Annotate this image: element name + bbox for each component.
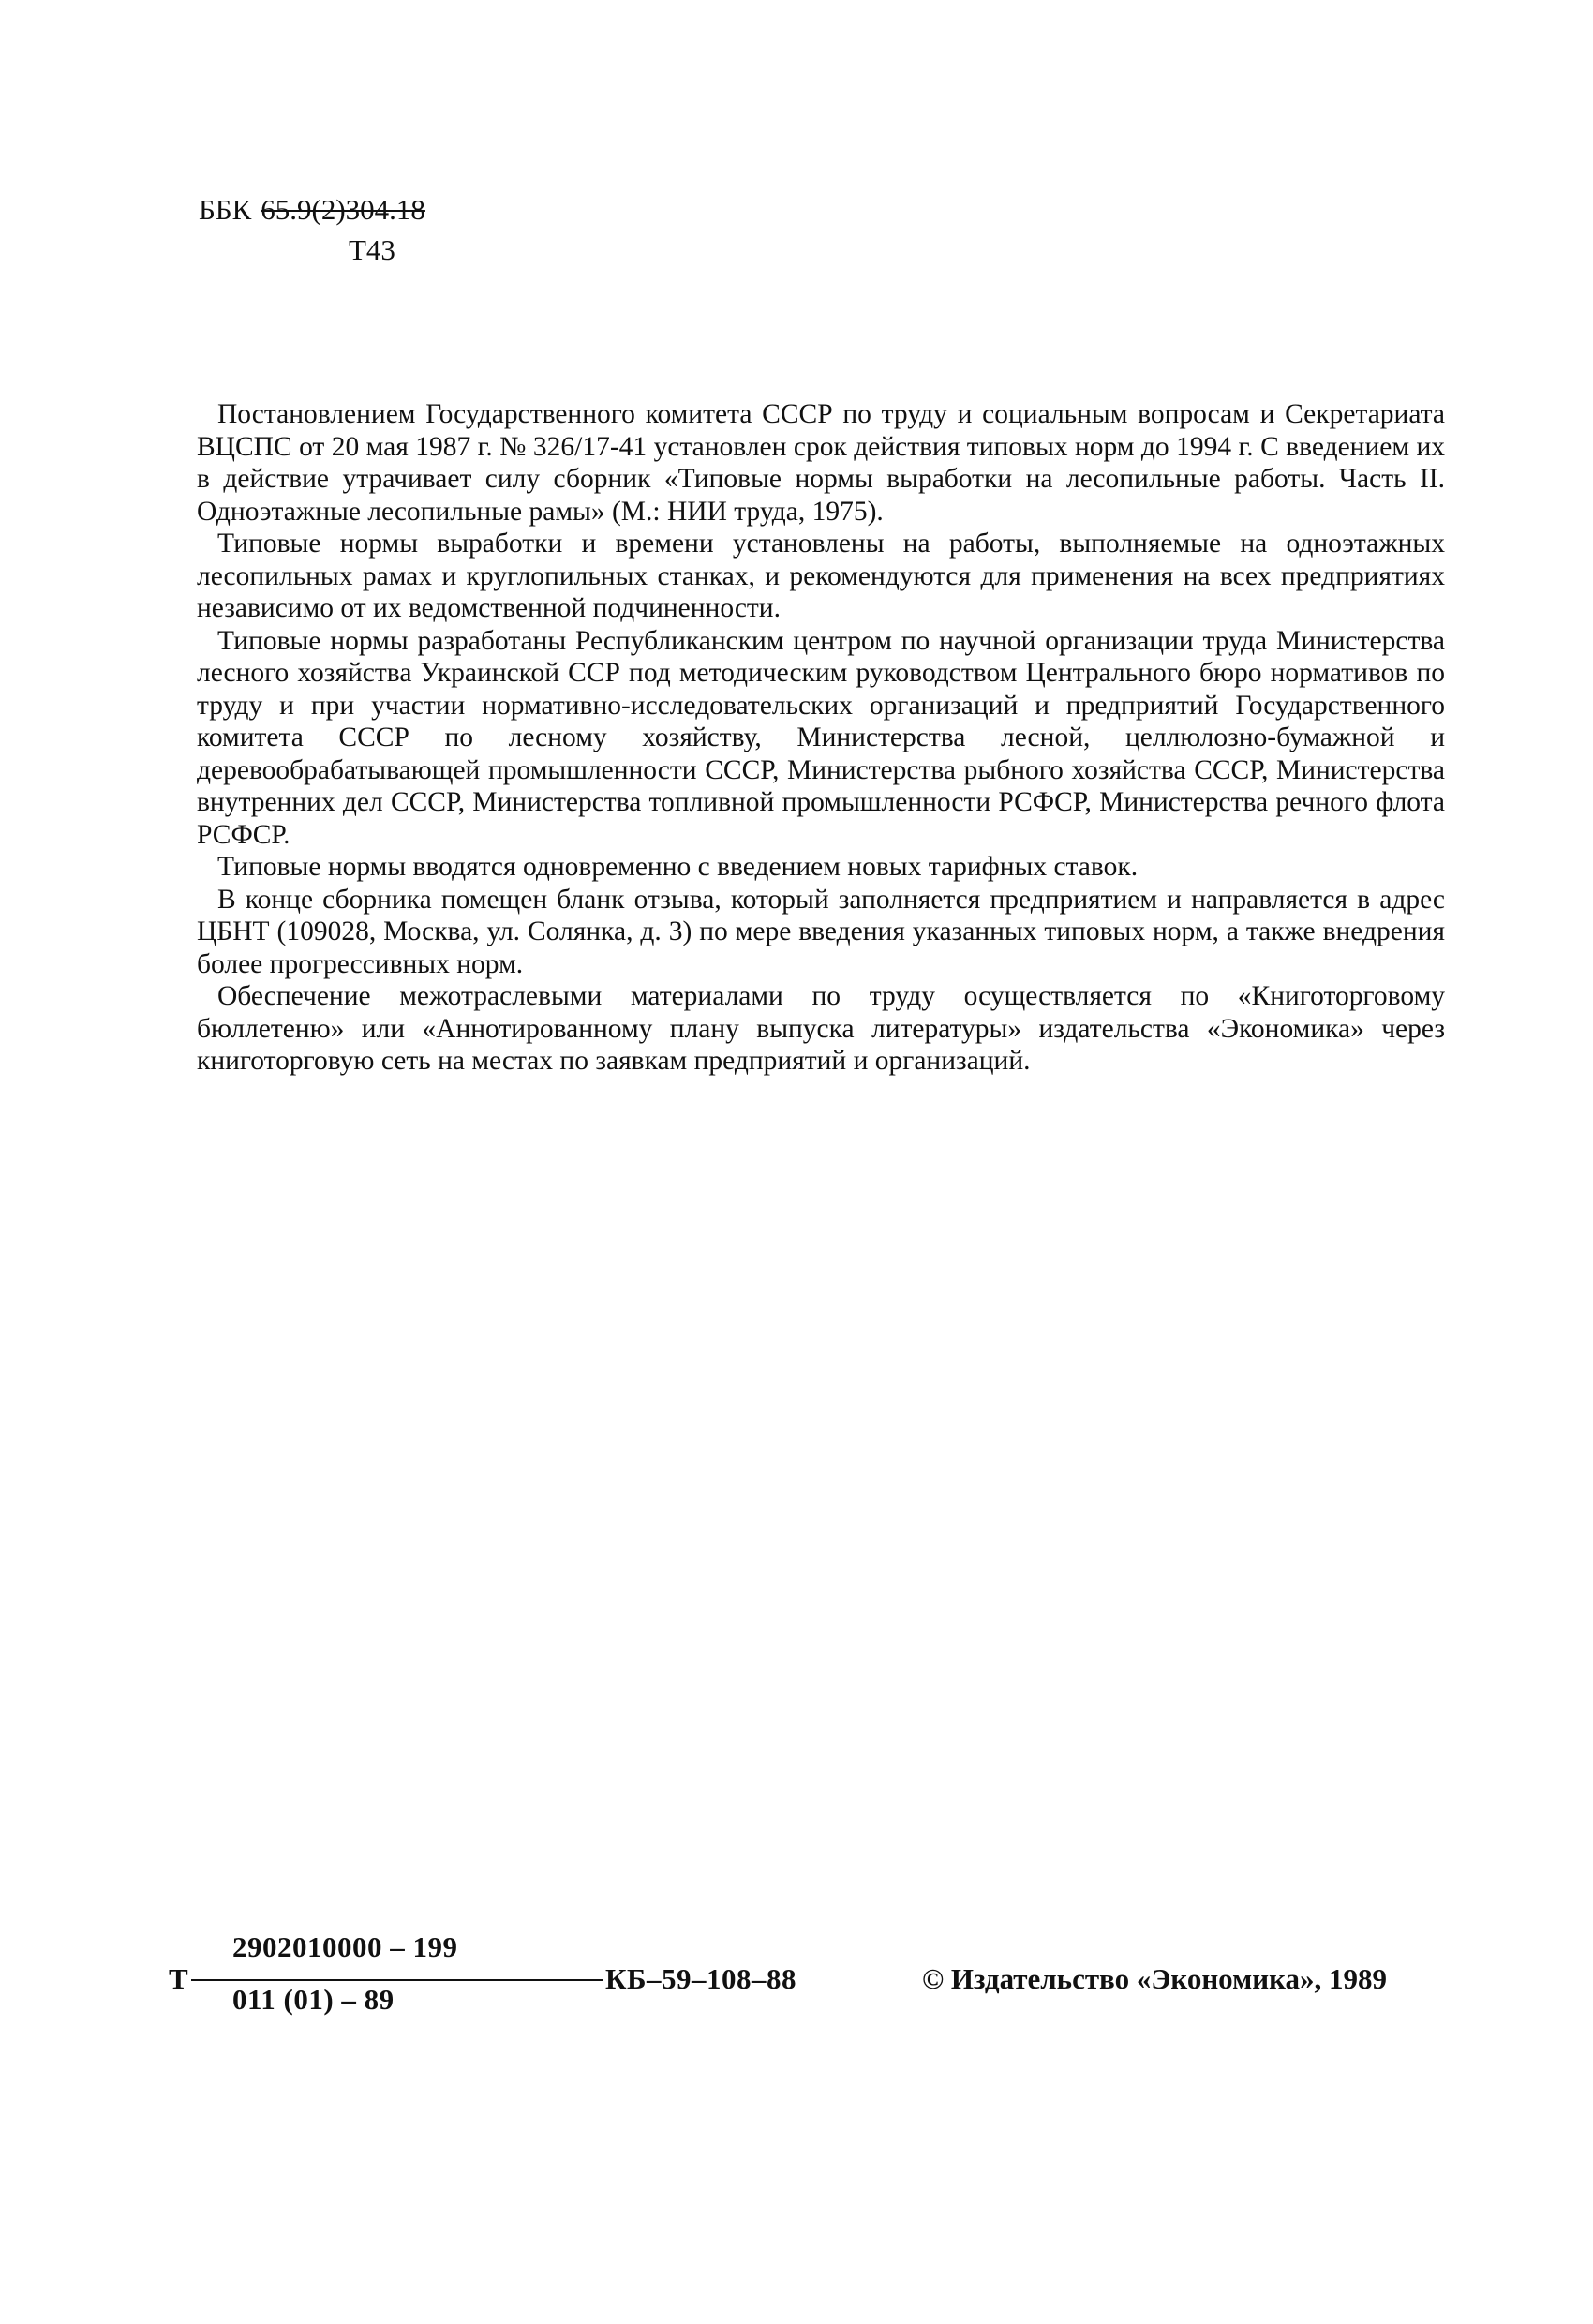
paragraph: Типовые нормы выработки и времени установлены на работы, выполняемые на одноэтажных лесопильных рамах и круглопильных станках, и рекомендуются для применения на всех предприятиях независимо от их ведомственной подчиненности.: [197, 529, 1445, 623]
paragraph: Обеспечение межотраслевыми материалами по труду осуществляется по «Книготорговому бюллетеню» или «Аннотированному плану выпуска литературы» издательства «Экономика» через книготорговую сеть на местах по заявкам предприятий и организаций.: [197, 981, 1445, 1076]
bbk-code: 65.9(2)304.18: [261, 193, 425, 226]
paragraph: Постановлением Государственного комитета СССР по труду и социальным вопросам и Секретариата ВЦСПС от 20 мая 1987 г. № 326/17-41 установлен срок действия типовых норм до 1994 г. С введением их в действие утрачивает силу сборник «Типовые нормы выработки на лесопильные работы. Часть II. Одноэтажные лесопильные рамы» (М.: НИИ труда, 1975).: [197, 399, 1445, 527]
bbk-label: ББК: [199, 193, 252, 226]
imprint-numerator: 2902010000 – 199: [232, 1930, 458, 1963]
copyright-notice: © Издательство «Экономика», 1989: [922, 1962, 1387, 1995]
paragraph: Типовые нормы разработаны Республиканским центром по научной организации труда Министерства лесного хозяйства Украинской ССР под методическим руководством Центрального бюро нормативов по труду и при участии нормативно-исследовательских организаций и предприятий Государственного комитета СССР по лесному хозяйству, Министерства лесной, целлюлозно-бумажной и деревообрабатывающей промышленности СССР, Министерства рыбного хозяйства СССР, Министерства внутренних дел СССР, Министерства топливной промышленности РСФСР, Министерства речного флота РСФСР.: [197, 625, 1445, 850]
paragraph: В конце сборника помещен бланк отзыва, который заполняется предприятием и направляется в адрес ЦБНТ (109028, Москва, ул. Солянка, д. 3) по мере введения указанных типовых норм, а также внедрения более прогрессивных норм.: [197, 884, 1445, 979]
imprint-denominator: 011 (01) – 89: [232, 1983, 395, 2016]
main-text: [197, 398, 1445, 1078]
imprint-footer: [169, 1930, 1443, 2034]
paragraph: Типовые нормы вводятся одновременно с введением новых тарифных ставок.: [217, 852, 1139, 882]
bbk-classification: [199, 192, 425, 228]
imprint-prefix: Т: [169, 1962, 188, 1995]
fraction-line: [191, 1979, 603, 1981]
author-mark: Т43: [349, 233, 395, 266]
catalog-code: КБ–59–108–88: [605, 1962, 796, 1995]
